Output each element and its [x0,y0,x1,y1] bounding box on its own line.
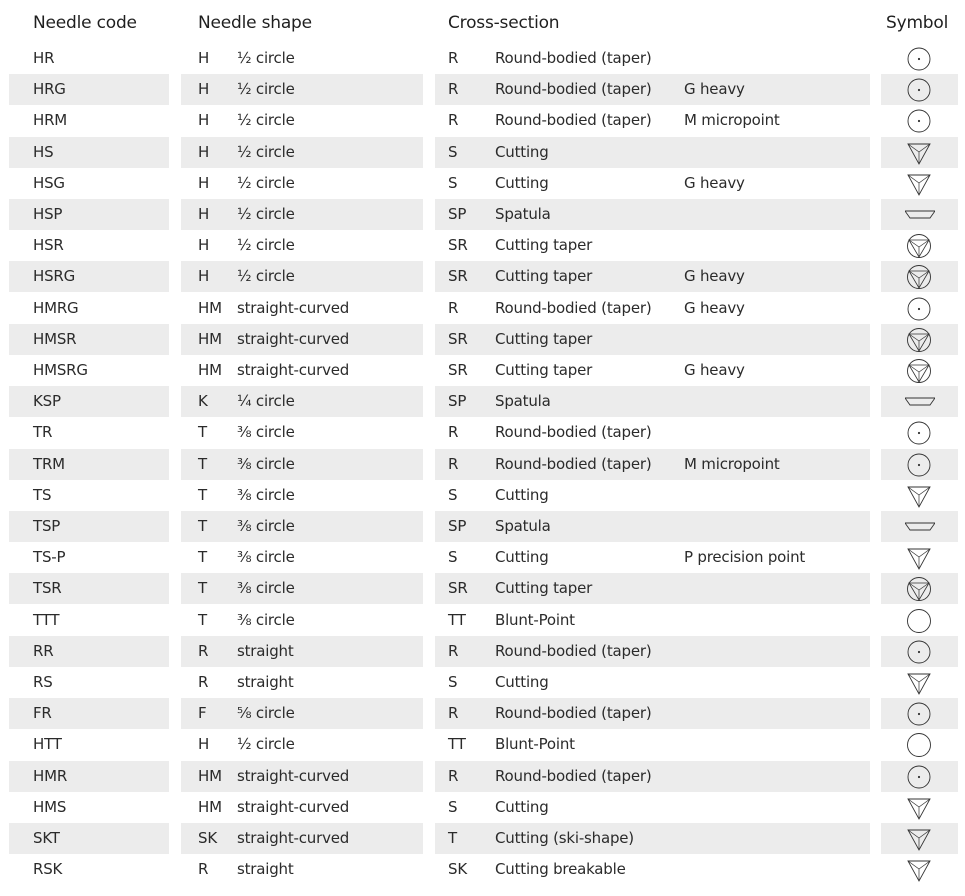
cross-section-code: R [448,704,459,723]
cross-section-name: Round-bodied (taper) [495,766,652,785]
needle-code: SKT [33,829,60,847]
cross-section-name: Cutting [495,173,549,192]
option-label: G heavy [684,173,745,192]
cross-section-name: Cutting [495,485,549,504]
option-label: M micropoint [684,454,780,473]
needle-code: HSRG [33,267,76,286]
triangle-icon [905,669,933,697]
trapezoid-icon [905,201,933,229]
table-row [0,293,965,324]
blunt-circle-icon [905,607,933,635]
triangle-icon [905,170,933,198]
cross-section-code: T [448,829,457,847]
needle-shape: ½ circle [237,735,295,754]
needle-shape-code: T [198,517,207,535]
round-dot-icon [905,700,933,728]
option-label: M micropoint [684,111,780,130]
needle-shape-code: SK [198,829,217,847]
cross-section-code: S [448,548,458,567]
needle-shape-code: HM [198,329,222,348]
needle-code: HSG [33,173,65,192]
row-background-cell [181,605,423,636]
needle-shape: ⅜ circle [237,517,295,535]
cross-section-code: S [448,797,458,816]
needle-shape-code: T [198,423,207,442]
row-background-cell [181,729,423,760]
needle-shape: ⅜ circle [237,579,295,598]
cross-section-code: R [448,111,459,130]
cross-section-name: Spatula [495,517,551,535]
row-background-cell [181,667,423,698]
option-label: G heavy [684,298,745,317]
cross-section-code: SP [448,205,467,223]
needle-shape-code: HM [198,797,222,816]
needle-code: HTT [33,735,62,754]
cross-section-code: R [448,454,459,473]
needle-shape-code: H [198,267,210,286]
round-dot-icon [905,638,933,666]
row-background-cell [181,854,423,885]
needle-code: RR [33,641,54,660]
table-row [0,542,965,573]
cross-section-code: S [448,173,458,192]
row-background-cell [181,43,423,74]
needle-code: HSR [33,236,64,255]
header-symbol: Symbol [886,13,949,33]
needle-code: HMRG [33,298,79,317]
cross-section-code: R [448,641,459,660]
needle-shape-code: HM [198,361,222,379]
needle-code: TSR [33,579,62,598]
triangle-icon [905,856,933,884]
needle-code: TRM [33,454,65,473]
cross-section-code: R [448,80,459,99]
row-background-cell [181,698,423,729]
table-row [0,854,965,885]
circle-triangle-icon [905,357,933,385]
round-dot-icon [905,419,933,447]
table-row [0,355,965,386]
row-background-cell [181,511,423,542]
cross-section-code: SR [448,267,468,286]
needle-code: FR [33,704,52,723]
needle-shape: ⅝ circle [237,704,295,723]
needle-code: TR [33,423,53,442]
cross-section-code: SR [448,329,468,348]
header-needle-shape: Needle shape [198,13,312,33]
needle-shape: straight-curved [237,766,350,785]
cross-section-name: Cutting [495,142,549,161]
row-background-cell [181,261,423,292]
cross-section-name: Round-bodied (taper) [495,454,652,473]
needle-shape: straight-curved [237,797,350,816]
needle-shape: straight-curved [237,329,350,348]
table-row [0,729,965,760]
needle-code: RS [33,673,53,691]
needle-shape-code: T [198,485,207,504]
row-background-cell [181,168,423,199]
row-background-cell [181,449,423,480]
needle-shape-code: H [198,111,210,130]
needle-shape-code: R [198,641,209,660]
needle-shape-code: H [198,735,210,754]
needle-code: TSP [33,517,61,535]
cross-section-code: S [448,142,458,161]
cross-section-code: SR [448,236,468,255]
needle-shape-code: T [198,548,207,567]
cross-section-code: SR [448,579,468,598]
table-row [0,573,965,604]
round-dot-icon [905,76,933,104]
option-label: P precision point [684,548,806,567]
circle-triangle-icon [905,263,933,291]
needle-code: HMR [33,766,68,785]
needle-shape: straight [237,860,294,879]
table-row [0,823,965,854]
table-row [0,230,965,261]
row-background-cell [181,542,423,573]
cross-section-name: Cutting taper [495,579,593,598]
cross-section-name: Cutting breakable [495,860,626,879]
row-background-cell [181,417,423,448]
needle-shape-code: HM [198,766,222,785]
table-row [0,636,965,667]
triangle-icon [905,139,933,167]
needle-shape: ½ circle [237,205,295,223]
triangle-icon [905,825,933,853]
needle-shape: straight [237,673,294,691]
needle-code: HMSR [33,329,77,348]
cross-section-name: Spatula [495,205,551,223]
row-background-cell [181,199,423,230]
round-dot-icon [905,107,933,135]
circle-triangle-icon [905,232,933,260]
cross-section-name: Round-bodied (taper) [495,704,652,723]
needle-shape-code: H [198,142,210,161]
cross-section-name: Cutting taper [495,236,593,255]
table-row [0,137,965,168]
blunt-circle-icon [905,731,933,759]
cross-section-code: TT [448,735,466,754]
row-background-cell [181,386,423,417]
needle-shape-code: T [198,579,207,598]
needle-code: KSP [33,392,61,411]
needle-shape: ½ circle [237,267,295,286]
needle-shape-code: F [198,704,207,723]
cross-section-name: Round-bodied (taper) [495,298,652,317]
table-row [0,74,965,105]
needle-code: HRM [33,111,68,130]
cross-section-name: Round-bodied (taper) [495,80,652,99]
round-dot-icon [905,45,933,73]
needle-shape-code: H [198,205,210,223]
cross-section-name: Cutting taper [495,361,593,379]
needle-code: HMS [33,797,67,816]
needle-code: TS [33,485,52,504]
cross-section-code: SK [448,860,467,879]
header-cross-section: Cross-section [448,13,560,33]
needle-shape: straight-curved [237,361,350,379]
needle-shape-code: T [198,610,207,629]
table-row [0,168,965,199]
needle-shape-code: H [198,49,210,67]
needle-code: HRG [33,80,66,99]
table-row [0,698,965,729]
trapezoid-icon [905,388,933,416]
table-row [0,761,965,792]
needle-code: TS-P [33,548,66,567]
row-background-cell [181,105,423,136]
table-row [0,511,965,542]
cross-section-code: R [448,298,459,317]
needle-code: HMSRG [33,361,88,379]
row-background-cell [181,137,423,168]
needle-shape: ½ circle [237,49,295,67]
cross-section-name: Spatula [495,392,551,411]
needle-shape: ⅜ circle [237,610,295,629]
needle-shape: ½ circle [237,236,295,255]
needle-shape: ½ circle [237,173,295,192]
needle-code: HS [33,142,54,161]
needle-shape: ¼ circle [237,392,295,411]
table-row [0,324,965,355]
cross-section-code: R [448,49,459,67]
needle-shape: ½ circle [237,80,295,99]
table-row [0,386,965,417]
trapezoid-icon [905,513,933,541]
needle-shape-code: R [198,860,209,879]
row-background-cell [181,573,423,604]
cross-section-name: Round-bodied (taper) [495,423,652,442]
needle-shape: ⅜ circle [237,485,295,504]
cross-section-name: Round-bodied (taper) [495,49,652,67]
needle-shape-code: R [198,673,209,691]
circle-triangle-icon [905,326,933,354]
table-row [0,261,965,292]
needle-shape: ⅜ circle [237,548,295,567]
cross-section-name: Round-bodied (taper) [495,111,652,130]
triangle-icon [905,794,933,822]
cross-section-name: Blunt-Point [495,610,575,629]
needle-shape: ½ circle [237,142,295,161]
needle-shape: straight-curved [237,829,350,847]
table-row [0,449,965,480]
circle-triangle-icon [905,575,933,603]
cross-section-code: S [448,673,458,691]
cross-section-code: TT [448,610,466,629]
triangle-icon [905,544,933,572]
option-label: G heavy [684,80,745,99]
needle-shape-code: H [198,80,210,99]
round-dot-icon [905,763,933,791]
row-background-cell [181,480,423,511]
cross-section-name: Round-bodied (taper) [495,641,652,660]
cross-section-name: Cutting [495,673,549,691]
row-background-cell [181,636,423,667]
cross-section-name: Cutting [495,797,549,816]
table-row [0,605,965,636]
header-needle-code: Needle code [33,13,137,33]
needle-shape: ⅜ circle [237,454,295,473]
needle-shape-code: H [198,173,210,192]
cross-section-name: Cutting taper [495,267,593,286]
option-label: G heavy [684,361,745,379]
cross-section-name: Blunt-Point [495,735,575,754]
needle-shape-code: H [198,236,210,255]
needle-shape-code: T [198,454,207,473]
table-row [0,792,965,823]
needle-shape: ⅜ circle [237,423,295,442]
table-row [0,480,965,511]
needle-shape: ½ circle [237,111,295,130]
cross-section-code: R [448,423,459,442]
round-dot-icon [905,295,933,323]
row-background-cell [181,74,423,105]
cross-section-code: SP [448,517,467,535]
cross-section-code: R [448,766,459,785]
needle-shape-code: HM [198,298,222,317]
needle-shape: straight-curved [237,298,350,317]
needle-code: HSP [33,205,63,223]
cross-section-code: SR [448,361,468,379]
cross-section-name: Cutting (ski-shape) [495,829,634,847]
cross-section-code: SP [448,392,467,411]
row-background-cell [181,230,423,261]
needle-code: RSK [33,860,63,879]
table-row [0,417,965,448]
cross-section-name: Cutting [495,548,549,567]
table-row [0,667,965,698]
table-row [0,105,965,136]
table-row [0,199,965,230]
cross-section-name: Cutting taper [495,329,593,348]
needle-code: HR [33,49,55,67]
needle-shape: straight [237,641,294,660]
needle-code: TTT [33,610,60,629]
needle-shape-code: K [198,392,208,411]
option-label: G heavy [684,267,745,286]
round-dot-icon [905,451,933,479]
table-row [0,43,965,74]
triangle-icon [905,482,933,510]
cross-section-code: S [448,485,458,504]
